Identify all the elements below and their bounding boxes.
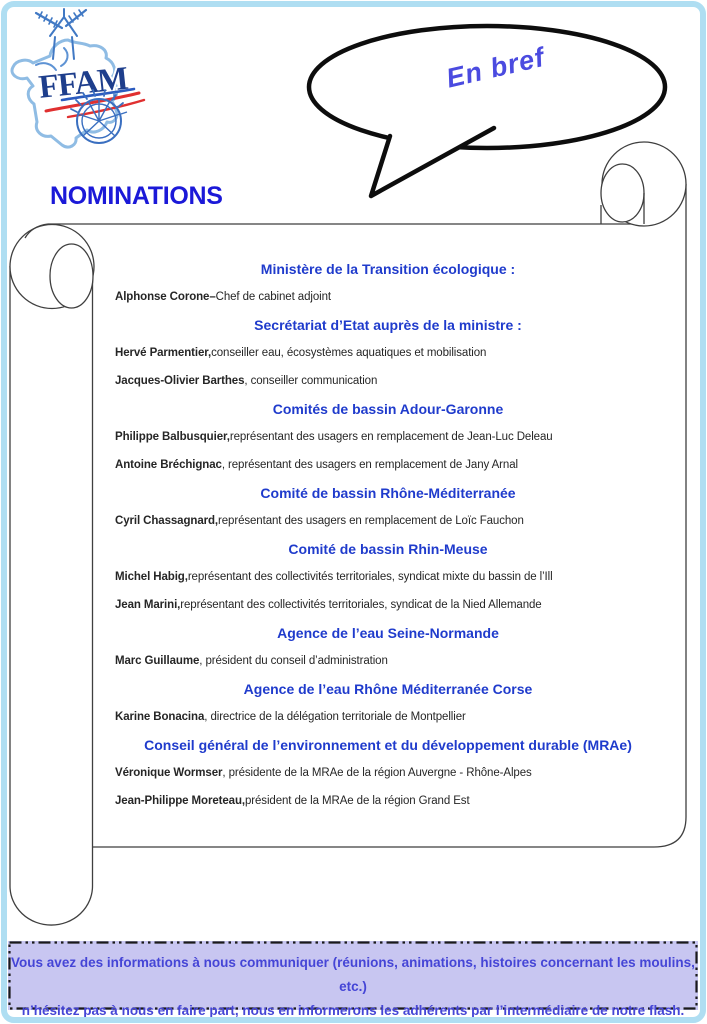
nomination-entry xyxy=(115,703,661,731)
nomination-entry xyxy=(115,787,661,815)
person-name: Philippe Balbusquier, xyxy=(115,431,230,443)
nomination-entry xyxy=(115,423,661,451)
bubble-label: En bref xyxy=(443,41,548,94)
ffam-logo xyxy=(6,4,152,152)
nomination-entry xyxy=(115,339,661,367)
person-name: Marc Guillaume xyxy=(115,655,200,667)
notice-banner xyxy=(8,941,698,1018)
scroll-content xyxy=(115,255,661,815)
nomination-entry xyxy=(115,367,661,395)
person-role: représentant des collectivités territoriales, syndicat de la Nied Allemande xyxy=(180,599,542,611)
nomination-entry xyxy=(115,591,661,619)
nomination-entry xyxy=(115,507,661,535)
person-role: représentant des collectivités territoriales, syndicat mixte du bassin de l’Ill xyxy=(187,571,553,583)
nomination-entry xyxy=(115,283,661,311)
nomination-entry xyxy=(115,563,661,591)
person-name: Hervé Parmentier, xyxy=(115,347,212,359)
section-heading: Comités de bassin Adour-Garonne xyxy=(272,401,504,417)
person-name: Jean Marini, xyxy=(115,599,181,611)
person-name: Cyril Chassagnard, xyxy=(115,515,219,527)
person-name: Jean-Philippe Moreteau, xyxy=(115,795,245,807)
section-heading: Agence de l’eau Seine-Normande xyxy=(277,625,499,641)
person-name: Antoine Bréchignac xyxy=(115,459,222,471)
person-role: Chef de cabinet adjoint xyxy=(215,291,331,303)
person-name: Véronique Wormser xyxy=(115,767,223,779)
section-heading: Ministère de la Transition écologique : xyxy=(260,261,516,277)
person-role: , directrice de la délégation territoriale de Montpellier xyxy=(204,711,466,723)
person-name: Michel Habig, xyxy=(115,571,188,583)
banner-line-2: n’hésitez pas à nous en faire part, nous en informerons les adhérents par l’intermédiaire de notre flash. xyxy=(21,1003,685,1018)
person-role: président de la MRAe de la région Grand Est xyxy=(244,795,470,807)
person-role: représentant des usagers en remplacement de Jean-Luc Deleau xyxy=(229,431,553,443)
nomination-entry xyxy=(115,759,661,787)
person-name: Jacques-Olivier Barthes xyxy=(115,375,245,387)
section-heading: Conseil général de l’environnement et du développement durable (MRAe) xyxy=(144,737,632,753)
nomination-entry xyxy=(115,647,661,675)
person-role: représentant des usagers en remplacement de Loïc Fauchon xyxy=(218,515,524,527)
section-heading: Comité de bassin Rhin-Meuse xyxy=(288,541,488,557)
person-name: Karine Bonacina xyxy=(115,711,205,723)
section-heading: Secrétariat d’Etat auprès de la ministre : xyxy=(254,317,522,333)
page-title: NOMINATIONS xyxy=(50,182,223,210)
person-name: Alphonse Corone– xyxy=(115,291,216,303)
person-role: , conseiller communication xyxy=(244,375,378,387)
section-heading: Agence de l’eau Rhône Méditerranée Corse xyxy=(243,681,533,697)
person-role: , représentant des usagers en remplacement de Jany Arnal xyxy=(221,459,518,471)
person-role: , président du conseil d’administration xyxy=(199,655,388,667)
speech-bubble-tail xyxy=(371,128,494,196)
nomination-entry xyxy=(115,451,661,479)
ffam-logo-text: FFAM xyxy=(37,60,130,106)
windmill-icon xyxy=(36,9,86,59)
person-role: conseiller eau, écosystèmes aquatiques et mobilisation xyxy=(211,347,487,359)
banner-line-1: Vous avez des informations à nous communiquer (réunions, animations, histoires concernant les moulins, etc.) xyxy=(11,955,695,994)
section-heading: Comité de bassin Rhône-Méditerranée xyxy=(260,485,516,501)
person-role: , présidente de la MRAe de la région Auvergne - Rhône-Alpes xyxy=(222,767,532,779)
